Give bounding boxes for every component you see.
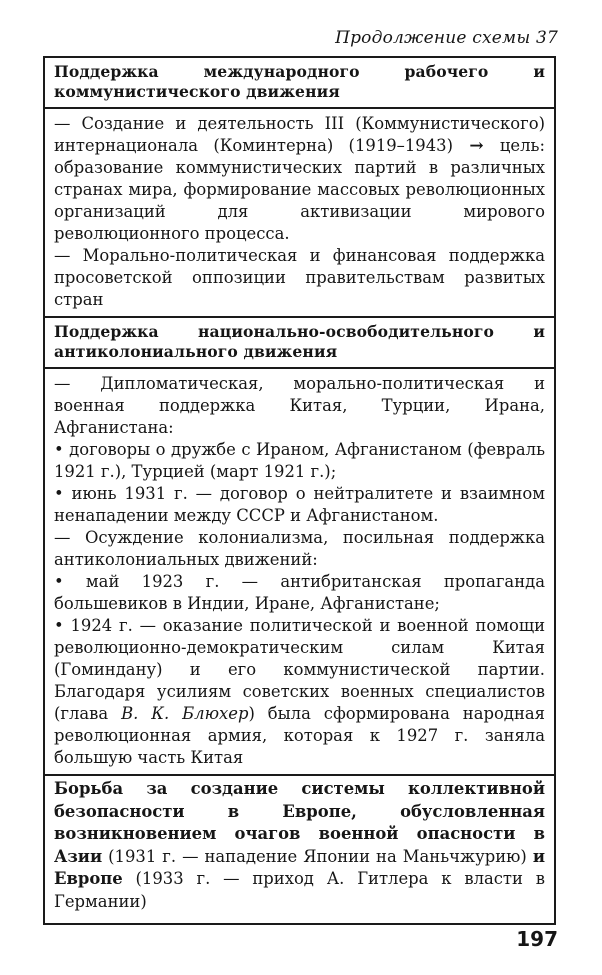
person-name: В. К. Блюхер — [121, 704, 249, 723]
section-3 — [45, 774, 554, 923]
section-1-body — [45, 107, 554, 316]
page-number: 197 — [516, 927, 558, 951]
section-2-bullet-1924 — [54, 615, 545, 769]
section-1-paragraph-2: — Морально-политическая и финансовая поддержка просоветской оппозиции правительствам развитых стран — [54, 246, 545, 309]
section-3-normal-part-1: (1931 г. — нападение Японии на Маньчжурию) — [102, 846, 533, 866]
section-2-paragraph-colonialism: — Осуждение колониализма, посильная поддержка антиколониальных движений: — [54, 528, 545, 569]
section-2-bullet-treaties: • договоры о дружбе с Ираном, Афганистаном (февраль 1921 г.), Турцией (март 1921 г.); — [54, 440, 545, 481]
section-3-bold-part-1: Борьба за создание системы коллективной безопасности в Европе, обусловленная возникновением очагов военной опасности в Азии — [54, 779, 545, 866]
right-arrow-icon: → — [469, 136, 484, 156]
section-2-body — [45, 367, 554, 774]
section-2-paragraph-1: — Дипломатическая, морально-политическая и военная поддержка Китая, Турции, Ирана, Афганистана: — [54, 374, 545, 437]
section-2-bullet-1924-end: ) была сформирована народная революционная армия, которая к 1927 г. заняла большую часть Китая — [54, 704, 545, 767]
section-2-bullet-1924-start: • 1924 г. — оказание политической и военной помощи революционно-демократическим силам Китая (Гоминдану) и его коммунистической партии. Благодаря усилиям советских военных специалистов (глава — [54, 616, 545, 723]
section-3-normal-part-2: (1933 г. — приход А. Гитлера к власти в Германии) — [54, 869, 545, 911]
section-2-title: Поддержка национально-освободительного и антиколониального движения — [45, 316, 554, 367]
section-1-paragraph-1-start: — Создание и деятельность III (Коммунистического) интернационала (Коминтерна) (1919–1943) — [54, 114, 545, 155]
section-3-bold-part-2: и Европе — [54, 846, 545, 888]
section-1-paragraph-1-end: цель: образование коммунистических партий в различных странах мира, формирование массовых революционных организаций для активизации мирового революционного процесса. — [54, 136, 545, 243]
section-2-bullet-1923: • май 1923 г. — антибританская пропаганда большевиков в Индии, Иране, Афганистане; — [54, 572, 545, 613]
section-2-bullet-1931: • июнь 1931 г. — договор о нейтралитете и взаимном ненападении между СССР и Афганистаном. — [54, 484, 545, 525]
scheme-table — [43, 56, 556, 925]
continuation-caption: Продолжение схемы 37 — [335, 28, 558, 48]
section-1-title: Поддержка международного рабочего и коммунистического движения — [54, 62, 545, 101]
section-1-paragraph-1 — [54, 113, 545, 245]
